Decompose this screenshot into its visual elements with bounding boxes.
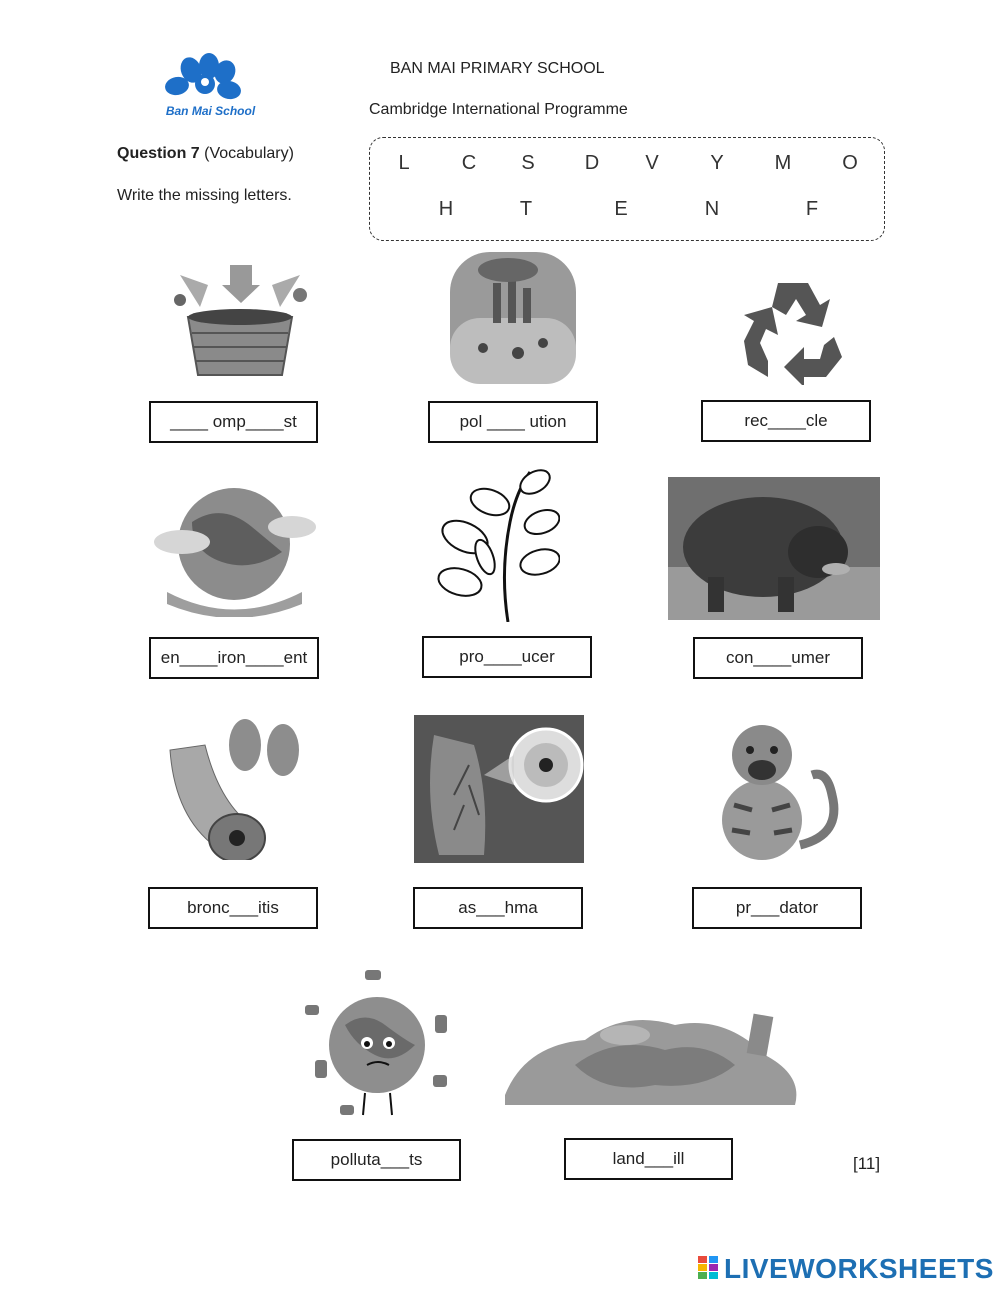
letter-bank-letter: C: [461, 152, 477, 174]
total-score: [11]: [853, 1154, 881, 1173]
logo-text: Ban Mai School: [165, 104, 256, 118]
compost-bin-icon: [160, 255, 320, 380]
letter-bank-letter: V: [645, 152, 659, 174]
liveworksheets-logo-icon: [698, 1255, 720, 1277]
instruction: Write the missing letters.: [117, 187, 292, 204]
landfill-icon: [505, 1005, 803, 1115]
answer-box[interactable]: pro____ucer: [422, 636, 592, 678]
letter-bank-letter: H: [438, 198, 454, 220]
question-title: [117, 145, 294, 163]
answer-box[interactable]: pr___dator: [692, 887, 862, 929]
answer-box[interactable]: land___ill: [564, 1138, 733, 1180]
lungs-icon: [414, 715, 584, 863]
letter-bank-letter: M: [774, 152, 792, 174]
letter-bank-letter: E: [614, 198, 628, 220]
sad-earth-icon: [295, 965, 460, 1125]
answer-box[interactable]: con____umer: [693, 637, 863, 679]
answer-box[interactable]: polluta___ts: [292, 1139, 461, 1181]
school-name: BAN MAI PRIMARY SCHOOL: [390, 60, 605, 77]
question-type: (Vocabulary): [204, 145, 294, 162]
earth-hands-icon: [152, 482, 317, 617]
bronchi-icon: [165, 710, 305, 860]
plant-icon: [430, 462, 560, 622]
pollution-scene-icon: [448, 248, 578, 388]
letter-bank-letter: D: [584, 152, 600, 174]
answer-box[interactable]: pol ____ ution: [428, 401, 598, 443]
letter-bank-letter: F: [805, 198, 819, 220]
answer-box[interactable]: as___hma: [413, 887, 583, 929]
programme-title: Cambridge International Programme: [369, 101, 628, 118]
letter-bank-letter: L: [398, 152, 410, 174]
letter-bank-letter: N: [704, 198, 720, 220]
letter-bank-letter: S: [521, 152, 535, 174]
recycle-icon: [738, 275, 848, 385]
letter-bank-letter: O: [842, 152, 858, 174]
brand-text: LIVEWORKSHEETS: [724, 1253, 994, 1284]
flower-logo-icon: [143, 52, 278, 108]
question-number: Question 7: [117, 145, 200, 162]
school-logo: [143, 52, 278, 122]
letter-bank-letter: T: [519, 198, 533, 220]
letter-bank: [369, 137, 885, 241]
answer-box[interactable]: rec____cle: [701, 400, 871, 442]
tiger-icon: [712, 715, 847, 863]
answer-box[interactable]: en____iron____ent: [149, 637, 319, 679]
answer-box[interactable]: ____ omp____st: [149, 401, 318, 443]
bear-icon: [668, 477, 880, 620]
liveworksheets-brand: [698, 1253, 994, 1285]
answer-box[interactable]: bronc___itis: [148, 887, 318, 929]
letter-bank-letter: Y: [710, 152, 724, 174]
